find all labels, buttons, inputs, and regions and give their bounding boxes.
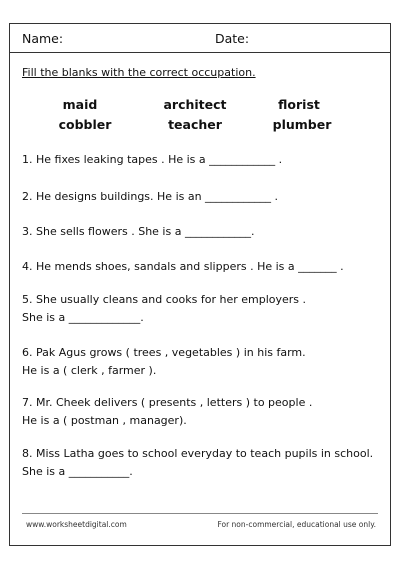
- question-1: [22, 151, 282, 169]
- footer-divider: [22, 513, 378, 514]
- word-florist: florist: [278, 97, 320, 112]
- question-line: 1. He fixes leaking tapes . He is a ____________ .: [22, 153, 283, 166]
- question-4: [22, 258, 344, 276]
- word-cobbler: cobbler: [58, 117, 112, 132]
- name-label: Name:: [22, 31, 64, 46]
- question-line: 4. He mends shoes, sandals and slippers . He is a _______ .: [22, 260, 344, 273]
- word-plumber: plumber: [272, 117, 332, 132]
- question-line: He is a ( clerk , farmer ).: [22, 364, 157, 377]
- question-8: [22, 445, 373, 481]
- instruction-text: Fill the blanks with the correct occupation.: [22, 66, 256, 79]
- question-line: She is a ___________.: [22, 465, 133, 478]
- question-line: 3. She sells flowers . She is a ____________.: [22, 225, 255, 238]
- question-5: [22, 291, 306, 327]
- question-line: She is a _____________.: [22, 311, 144, 324]
- footer-website: www.worksheetdigital.com: [26, 520, 127, 529]
- question-7: [22, 394, 312, 430]
- question-line: He is a ( postman , manager).: [22, 414, 187, 427]
- worksheet: [9, 23, 391, 546]
- date-label: Date:: [215, 31, 250, 46]
- question-line: 5. She usually cleans and cooks for her employers .: [22, 293, 307, 306]
- question-3: [22, 223, 254, 241]
- question-line: 6. Pak Agus grows ( trees , vegetables ) in his farm.: [22, 346, 306, 359]
- word-maid: maid: [62, 97, 98, 112]
- question-line: 7. Mr. Cheek delivers ( presents , letters ) to people .: [22, 396, 313, 409]
- question-line: 2. He designs buildings. He is an ____________ .: [22, 190, 279, 203]
- word-teacher: teacher: [168, 117, 222, 132]
- question-line: 8. Miss Latha goes to school everyday to teach pupils in school.: [22, 447, 374, 460]
- word-architect: architect: [163, 97, 227, 112]
- footer-note: For non-commercial, educational use only.: [217, 520, 376, 529]
- question-6: [22, 344, 306, 380]
- question-2: [22, 188, 278, 206]
- worksheet-header: [10, 24, 390, 53]
